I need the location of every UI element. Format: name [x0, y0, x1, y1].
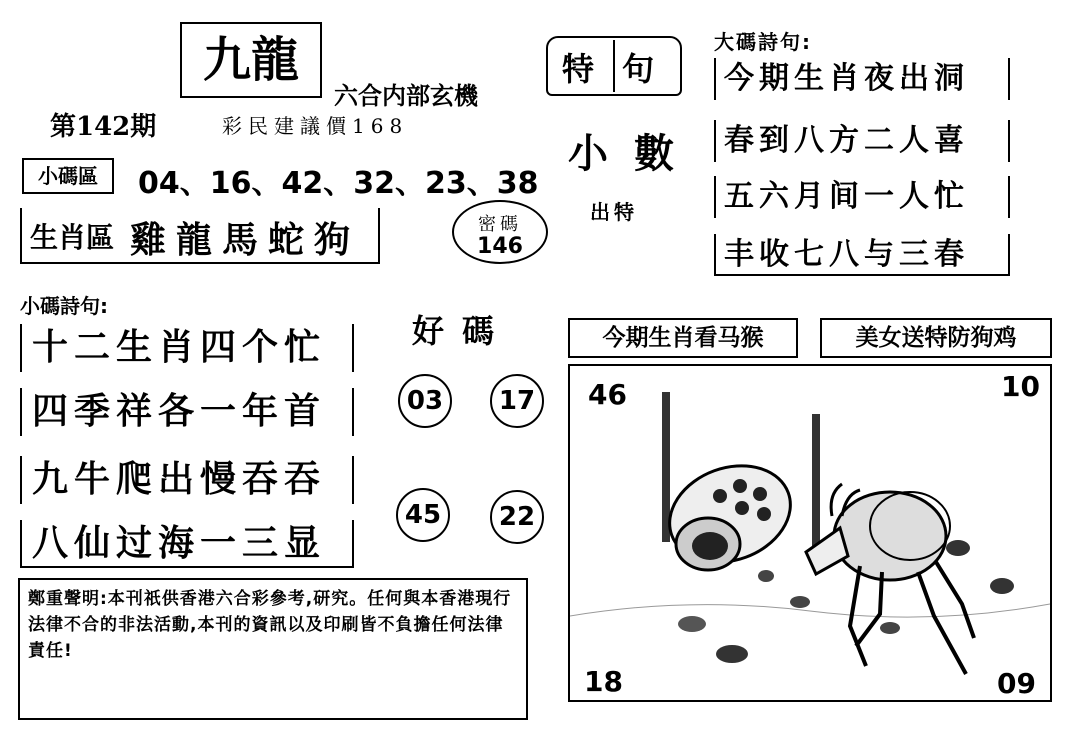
price-label: 彩民建議價168: [222, 114, 409, 138]
tip-box-1: [568, 318, 798, 358]
big-poem-line-2: 春到八方二人喜: [714, 120, 1010, 162]
image-corner-top-left: 46: [588, 378, 627, 411]
small-poem-label: 小碼詩句:: [20, 294, 108, 318]
issue-number: 第142期: [50, 112, 157, 142]
subtitle: 六合内部玄機: [334, 82, 478, 110]
tip-text-2: 美女送特防狗鸡: [855, 325, 1017, 351]
title-text: 九龍: [202, 32, 299, 88]
disclaimer-text: 鄭重聲明:本刊祇供香港六合彩參考,研究。任何與本香港現行法律不合的非法活動,本刊的資訊以及印刷皆不負擔任何法律責任!: [28, 589, 512, 661]
image-corner-bottom-left: 18: [584, 665, 623, 698]
special-sentence-sub: 出特: [590, 200, 638, 224]
title-box: [180, 22, 322, 98]
small-poem-line-3: 九牛爬出慢吞吞: [20, 456, 354, 504]
secret-code-value: 146: [477, 234, 523, 259]
image-corner-top-right: 10: [1001, 370, 1040, 403]
small-numbers-value: 04、16、42、32、23、38: [138, 166, 539, 201]
good-number-1: 03: [398, 374, 452, 428]
good-numbers-label: 好碼: [412, 312, 513, 350]
tip-box-2: [820, 318, 1052, 358]
small-poem-line-2: 四季祥各一年首: [20, 388, 354, 436]
special-sentence-label: 特句: [562, 50, 683, 88]
secret-code-label: 密碼: [478, 214, 522, 235]
deer-illustration: [570, 366, 1050, 700]
special-sentence-main: 小數: [568, 131, 700, 177]
good-number-2: 17: [490, 374, 544, 428]
zodiac-row: [20, 208, 380, 264]
secret-code-bubble: [452, 200, 548, 264]
good-number-4: 22: [490, 490, 544, 544]
disclaimer-box: [18, 578, 528, 720]
big-poem-label: 大碼詩句:: [714, 30, 812, 54]
illustration-frame: [568, 364, 1052, 702]
small-numbers-label: 小碼區: [38, 164, 98, 188]
special-sentence-scroll: [546, 36, 682, 96]
small-poem-line-1: 十二生肖四个忙: [20, 324, 354, 372]
big-poem-line-1: 今期生肖夜出洞: [714, 58, 1010, 100]
zodiac-label: 生肖區: [30, 221, 115, 254]
good-number-3: 45: [396, 488, 450, 542]
small-numbers-label-box: [22, 158, 114, 194]
image-corner-bottom-right: 09: [997, 667, 1036, 700]
big-poem-line-3: 五六月间一人忙: [714, 176, 1010, 218]
big-poem-line-4: 丰收七八与三春: [714, 234, 1010, 276]
small-poem-line-4: 八仙过海一三显: [20, 520, 354, 568]
zodiac-value: 雞龍馬蛇狗: [130, 220, 361, 261]
tip-text-1: 今期生肖看马猴: [602, 325, 764, 351]
